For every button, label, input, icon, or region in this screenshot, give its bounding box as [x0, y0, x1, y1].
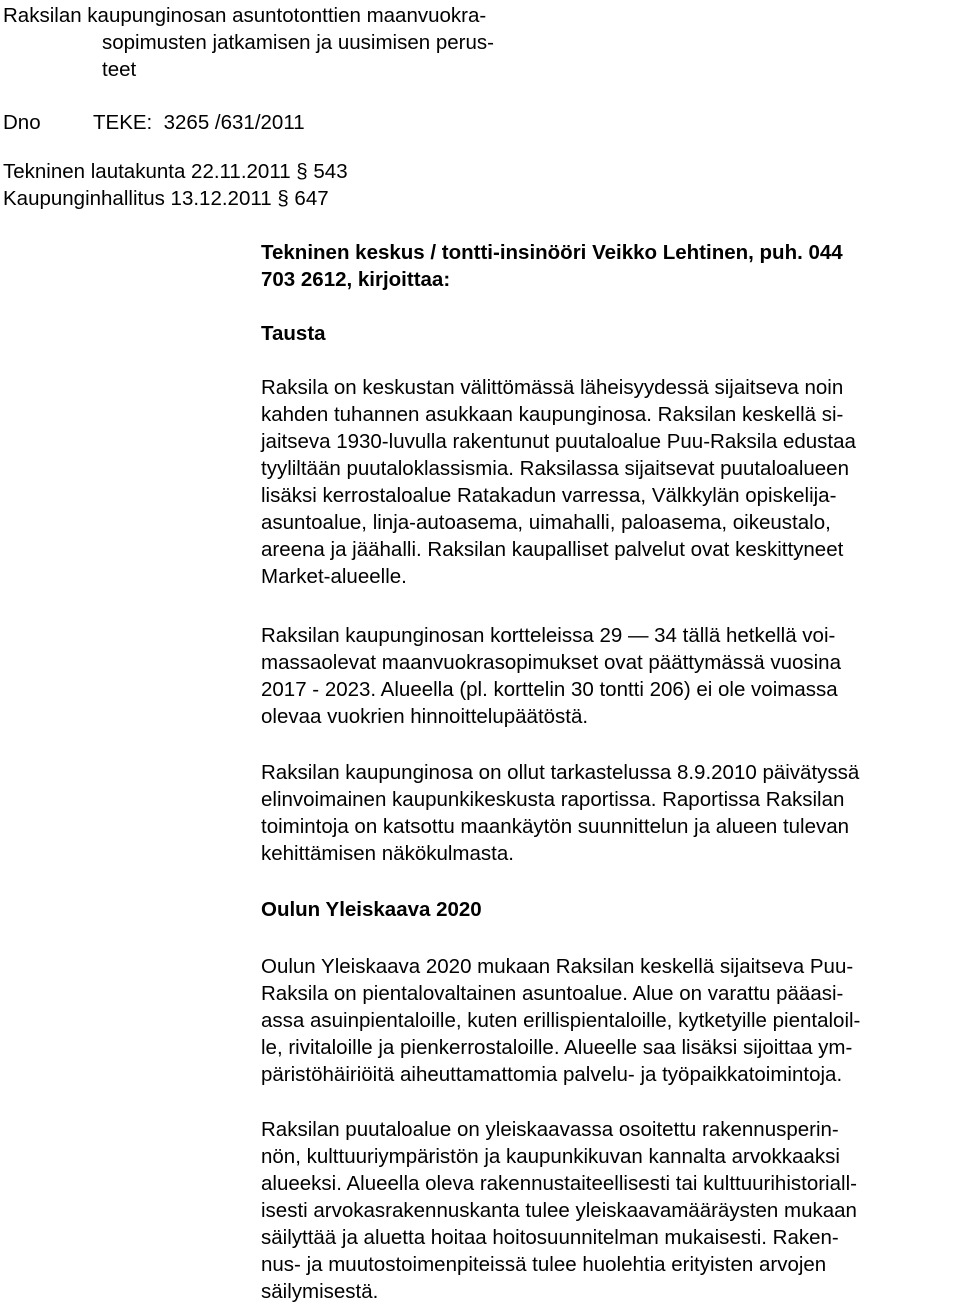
paragraph-line: 2017 - 2023. Alueella (pl. korttelin 30 tontti 206) ei ole voimassa: [261, 678, 838, 701]
author-line: 703 2612, kirjoittaa:: [261, 268, 451, 291]
paragraph-line: areena ja jäähalli. Raksilan kaupalliset palvelut ovat keskittyneet: [261, 538, 844, 561]
paragraph-line: Raksila on keskustan välittömässä läheisyydessä sijaitseva noin: [261, 376, 844, 399]
title-line: Raksilan kaupunginosan asuntotonttien maanvuokra-: [3, 4, 487, 27]
paragraph-line: massaolevat maanvuokrasopimukset ovat päättymässä vuosina: [261, 651, 841, 674]
paragraph-line: Raksila on pientalovaltainen asuntoalue. Alue on varattu pääasi-: [261, 982, 844, 1005]
paragraph-line: alueeksi. Alueella oleva rakennustaiteellisesti tai kulttuurihistoriall-: [261, 1172, 857, 1195]
paragraph-line: isesti arvokasrakennuskanta tulee yleiskaavamääräysten mukaan: [261, 1199, 857, 1222]
paragraph-line: toimintoja on katsottu maankäytön suunnittelun ja alueen tulevan: [261, 815, 850, 838]
paragraph-line: Raksilan kaupunginosan kortteleissa 29 — 34 tällä hetkellä voi-: [261, 624, 836, 647]
paragraph-line: päristöhäiriöitä aiheuttamattomia palvelu- ja työpaikkatoimintoja.: [261, 1063, 843, 1086]
paragraph-line: Raksilan kaupunginosa on ollut tarkastelussa 8.9.2010 päivätyssä: [261, 761, 860, 784]
dno-value: TEKE: 3265 /631/2011: [93, 111, 305, 134]
meeting-line: Tekninen lautakunta 22.11.2011 § 543: [3, 160, 348, 183]
section-heading: Tausta: [261, 322, 326, 345]
paragraph-line: le, rivitaloille ja pienkerrostaloille. Alueelle saa lisäksi sijoittaa ym-: [261, 1036, 853, 1059]
paragraph-line: olevaa vuokrien hinnoittelupäätöstä.: [261, 705, 589, 728]
paragraph-line: Raksilan puutaloalue on yleiskaavassa osoitettu rakennusperin-: [261, 1118, 839, 1141]
paragraph-line: assa asuinpientaloille, kuten erillispientaloille, kytketyille pientaloil-: [261, 1009, 861, 1032]
paragraph-line: säilymisestä.: [261, 1280, 379, 1303]
paragraph-line: elinvoimainen kaupunkikeskusta raportissa. Raportissa Raksilan: [261, 788, 845, 811]
section-heading: Oulun Yleiskaava 2020: [261, 898, 482, 921]
paragraph-line: nus- ja muutostoimenpiteissä tulee huolehtia erityisten arvojen: [261, 1253, 827, 1276]
paragraph-line: Market-alueelle.: [261, 565, 407, 588]
paragraph-line: säilyttää ja aluetta hoitaa hoitosuunnitelman mukaisesti. Raken-: [261, 1226, 839, 1249]
paragraph-line: nön, kulttuuriympäristön ja kaupunkikuvan kannalta arvokkaaksi: [261, 1145, 840, 1168]
dno-label: Dno: [3, 111, 41, 134]
title-line: sopimusten jatkamisen ja uusimisen perus-: [102, 31, 494, 54]
meeting-line: Kaupunginhallitus 13.12.2011 § 647: [3, 187, 329, 210]
paragraph-line: asuntoalue, linja-autoasema, uimahalli, paloasema, oikeustalo,: [261, 511, 831, 534]
paragraph-line: tyyliltään puutaloklassismia. Raksilassa sijaitsevat puutaloalueen: [261, 457, 849, 480]
paragraph-line: Oulun Yleiskaava 2020 mukaan Raksilan keskellä sijaitseva Puu-: [261, 955, 854, 978]
title-line: teet: [102, 58, 137, 81]
paragraph-line: jaitseva 1930-luvulla rakentunut puutaloalue Puu-Raksila edustaa: [261, 430, 856, 453]
paragraph-line: lisäksi kerrostaloalue Ratakadun varressa, Välkkylän opiskelija-: [261, 484, 837, 507]
paragraph-line: kehittämisen näkökulmasta.: [261, 842, 514, 865]
paragraph-line: kahden tuhannen asukkaan kaupunginosa. Raksilan keskellä si-: [261, 403, 844, 426]
author-line: Tekninen keskus / tontti-insinööri Veikko Lehtinen, puh. 044: [261, 241, 843, 264]
